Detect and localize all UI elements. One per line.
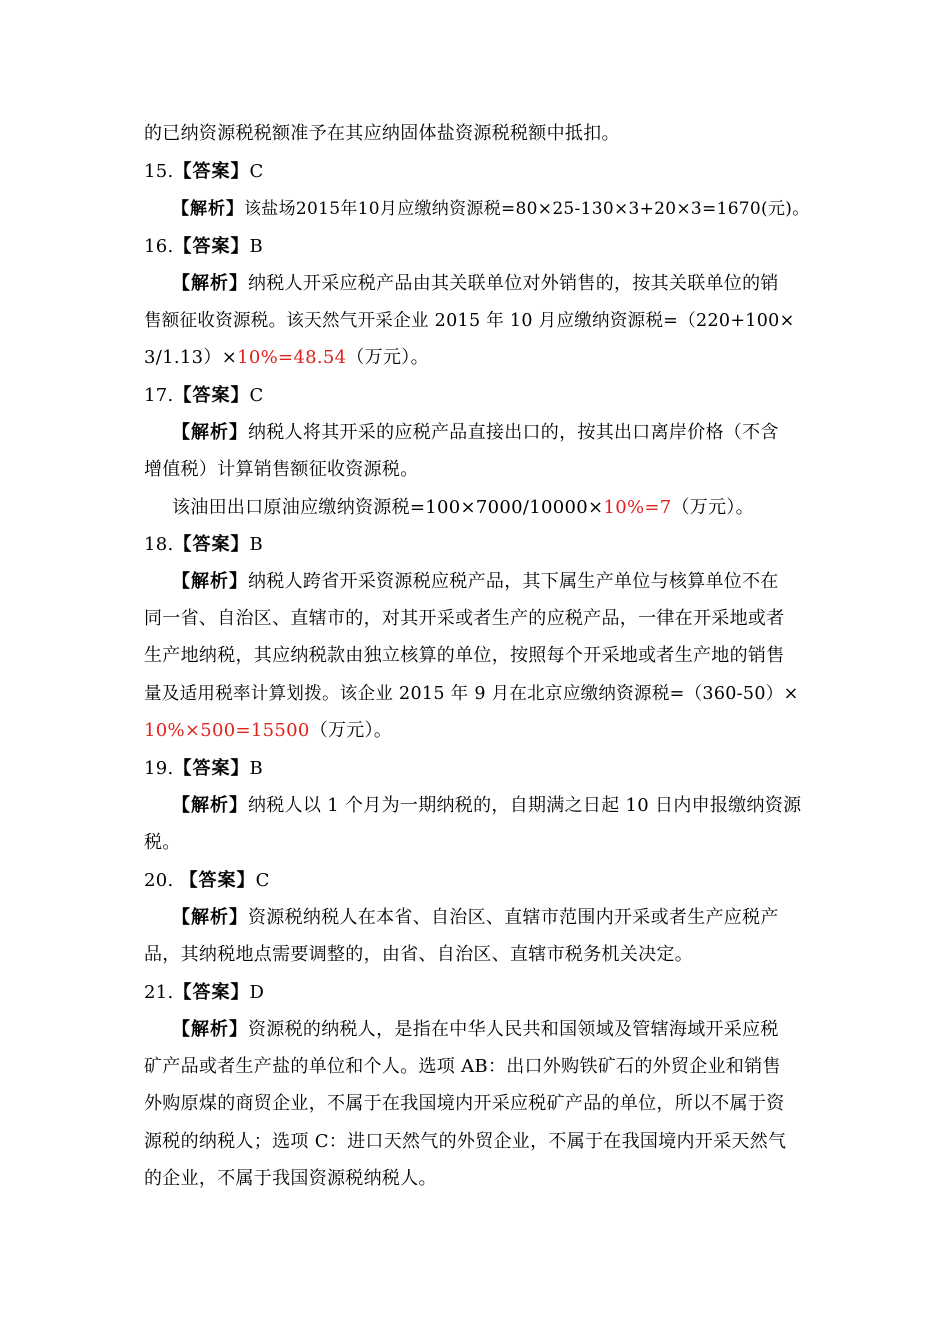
highlighted-result: 10%=48.54 [237, 347, 347, 368]
text-line: 品，其纳税地点需要调整的，由省、自治区、直辖市税务机关决定。 [144, 944, 693, 965]
answer-19: 19.【答案】B [144, 758, 264, 779]
analysis-16: 【解析】纳税人开采应税产品由其关联单位对外销售的，按其关联单位的销 [172, 273, 779, 294]
text-line: 售额征收资源税。该天然气开采企业 2015 年 10 月应缴纳资源税=（220+100× [144, 311, 795, 331]
analysis-21: 【解析】资源税的纳税人，是指在中华人民共和国领域及管辖海域开采应税 [172, 1019, 779, 1040]
answer-18: 18.【答案】B [144, 534, 264, 555]
text-line: 的已纳资源税税额准予在其应纳固体盐资源税税额中抵扣。 [144, 123, 620, 144]
highlighted-result: 10%×500=15500 [144, 720, 310, 741]
text-line: 同一省、自治区、直辖市的，对其开采或者生产的应税产品，一律在开采地或者 [144, 608, 785, 629]
analysis-20: 【解析】资源税纳税人在本省、自治区、直辖市范围内开采或者生产应税产 [172, 907, 779, 928]
text-line: 10%×500=15500（万元）。 [144, 720, 393, 741]
analysis-19: 【解析】纳税人以 1 个月为一期纳税的，自期满之日起 10 日内申报缴纳资源 [172, 795, 802, 816]
highlighted-result: 10%=7 [603, 497, 672, 518]
answer-16: 16.【答案】B [144, 236, 264, 257]
text-line: 外购原煤的商贸企业，不属于在我国境内开采应税矿产品的单位，所以不属于资 [144, 1093, 785, 1114]
text-line: 生产地纳税，其应纳税款由独立核算的单位，按照每个开采地或者生产地的销售 [144, 645, 785, 666]
text-line: 量及适用税率计算划拨。该企业 2015 年 9 月在北京应缴纳资源税=（360-50）× [144, 684, 799, 704]
text-line: 该油田出口原油应缴纳资源税=100×7000/10000×10%=7（万元）。 [172, 497, 754, 518]
analysis-15: 【解析】该盐场2015年10月应缴纳资源税=80×25-130×3+20×3=1670(元)。 [172, 199, 810, 219]
text-line: 的企业，不属于我国资源税纳税人。 [144, 1168, 437, 1189]
answer-21: 21.【答案】D [144, 982, 265, 1003]
answer-17: 17.【答案】C [144, 385, 264, 406]
answer-20: 20. 【答案】C [144, 870, 270, 891]
answer-15: 15.【答案】C [144, 161, 264, 182]
text-line: 增值税）计算销售额征收资源税。 [144, 459, 419, 480]
text-line: 矿产品或者生产盐的单位和个人。选项 AB：出口外购铁矿石的外贸企业和销售 [144, 1056, 781, 1077]
text-line: 源税的纳税人；选项 C：进口天然气的外贸企业，不属于在我国境内开采天然气 [144, 1131, 787, 1152]
analysis-18: 【解析】纳税人跨省开采资源税应税产品，其下属生产单位与核算单位不在 [172, 571, 779, 592]
analysis-17: 【解析】纳税人将其开采的应税产品直接出口的，按其出口离岸价格（不含 [172, 422, 779, 443]
text-line: 3/1.13）×10%=48.54（万元）。 [144, 347, 429, 368]
text-line: 税。 [144, 832, 181, 853]
